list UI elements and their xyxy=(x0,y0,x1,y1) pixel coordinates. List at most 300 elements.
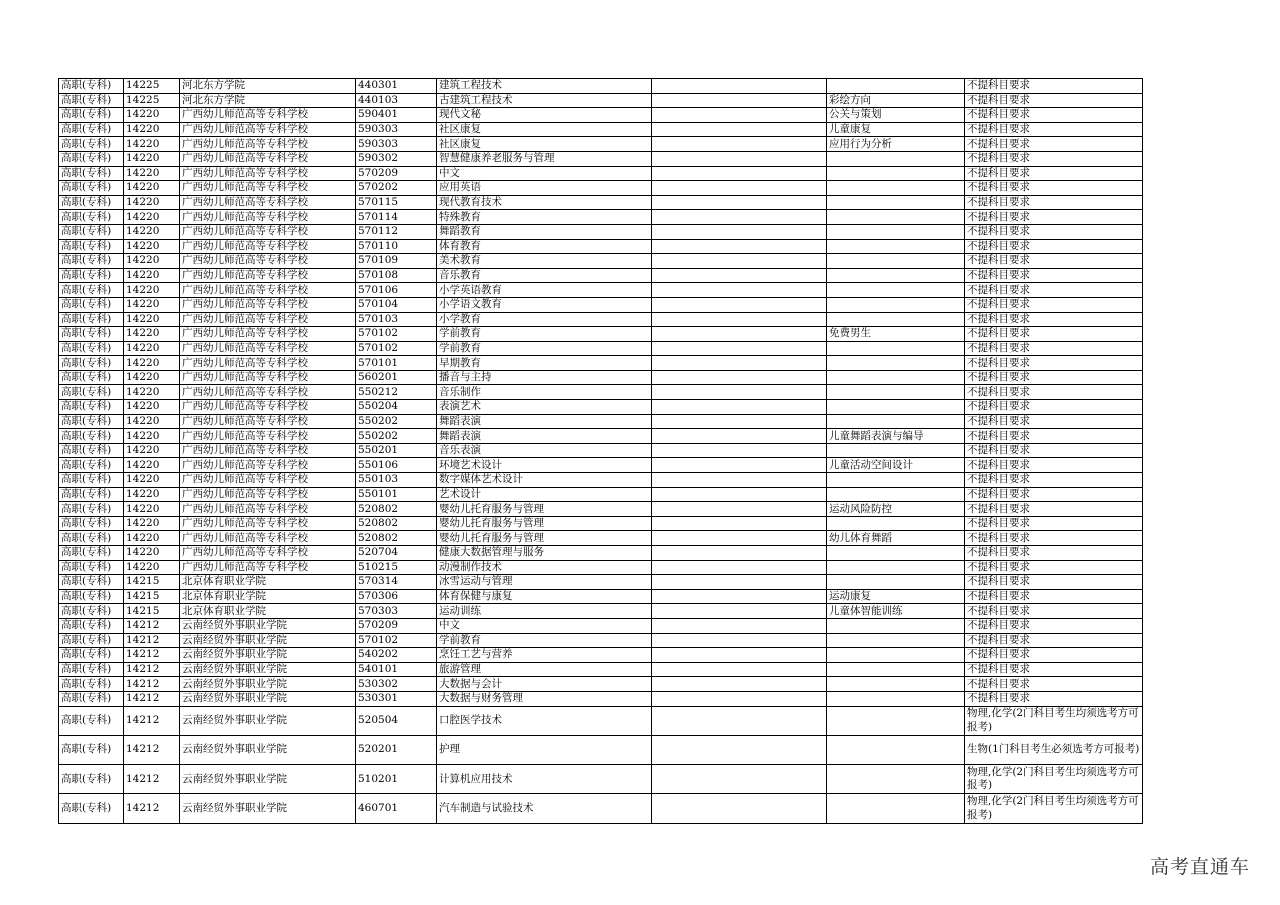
cell-empty xyxy=(652,546,827,561)
cell-school-name: 广西幼儿师范高等专科学校 xyxy=(180,531,356,546)
cell-school-code: 14215 xyxy=(124,604,180,619)
cell-empty xyxy=(652,356,827,371)
cell-direction xyxy=(827,195,965,210)
cell-direction xyxy=(827,224,965,239)
cell-school-code: 14220 xyxy=(124,487,180,502)
cell-requirement: 物理,化学(2门科目考生均须选考方可报考) xyxy=(965,706,1143,735)
cell-direction xyxy=(827,546,965,561)
cell-school-code: 14212 xyxy=(124,735,180,764)
cell-major-name: 数字媒体艺术设计 xyxy=(437,473,652,488)
cell-school-code: 14225 xyxy=(124,79,180,94)
cell-empty xyxy=(652,473,827,488)
table-row xyxy=(59,662,1143,677)
table-row xyxy=(59,166,1143,181)
cell-requirement: 不提科目要求 xyxy=(965,181,1143,196)
cell-empty xyxy=(652,151,827,166)
cell-empty xyxy=(652,400,827,415)
cell-level: 高职(专科) xyxy=(59,516,124,531)
table-row xyxy=(59,575,1143,590)
cell-major-code: 520802 xyxy=(356,502,437,517)
cell-school-name: 云南经贸外事职业学院 xyxy=(180,618,356,633)
table-row xyxy=(59,633,1143,648)
cell-school-code: 14212 xyxy=(124,648,180,663)
cell-empty xyxy=(652,589,827,604)
cell-level: 高职(专科) xyxy=(59,618,124,633)
table-row xyxy=(59,560,1143,575)
cell-major-name: 美术教育 xyxy=(437,254,652,269)
cell-major-code: 570306 xyxy=(356,589,437,604)
cell-major-code: 570102 xyxy=(356,327,437,342)
cell-major-code: 570112 xyxy=(356,224,437,239)
cell-level: 高职(专科) xyxy=(59,195,124,210)
cell-major-code: 570110 xyxy=(356,239,437,254)
cell-school-name: 广西幼儿师范高等专科学校 xyxy=(180,254,356,269)
cell-level: 高职(专科) xyxy=(59,297,124,312)
cell-school-code: 14220 xyxy=(124,560,180,575)
cell-direction xyxy=(827,618,965,633)
cell-level: 高职(专科) xyxy=(59,765,124,794)
cell-major-name: 汽车制造与试验技术 xyxy=(437,794,652,823)
cell-requirement: 不提科目要求 xyxy=(965,502,1143,517)
table-row xyxy=(59,122,1143,137)
cell-major-name: 早期教育 xyxy=(437,356,652,371)
cell-school-code: 14220 xyxy=(124,195,180,210)
cell-school-name: 广西幼儿师范高等专科学校 xyxy=(180,400,356,415)
cell-major-name: 播音与主持 xyxy=(437,370,652,385)
cell-level: 高职(专科) xyxy=(59,385,124,400)
cell-level: 高职(专科) xyxy=(59,283,124,298)
cell-level: 高职(专科) xyxy=(59,677,124,692)
table-row xyxy=(59,691,1143,706)
cell-school-name: 广西幼儿师范高等专科学校 xyxy=(180,268,356,283)
cell-major-name: 舞蹈教育 xyxy=(437,224,652,239)
cell-empty xyxy=(652,414,827,429)
cell-major-name: 舞蹈表演 xyxy=(437,429,652,444)
cell-school-name: 云南经贸外事职业学院 xyxy=(180,735,356,764)
cell-major-code: 590303 xyxy=(356,137,437,152)
cell-direction xyxy=(827,706,965,735)
cell-major-code: 550201 xyxy=(356,443,437,458)
cell-empty xyxy=(652,181,827,196)
cell-direction xyxy=(827,794,965,823)
cell-empty xyxy=(652,691,827,706)
table-row xyxy=(59,370,1143,385)
table-row xyxy=(59,414,1143,429)
table-row xyxy=(59,473,1143,488)
cell-empty xyxy=(652,735,827,764)
cell-level: 高职(专科) xyxy=(59,400,124,415)
cell-school-name: 广西幼儿师范高等专科学校 xyxy=(180,224,356,239)
cell-empty xyxy=(652,385,827,400)
cell-school-name: 广西幼儿师范高等专科学校 xyxy=(180,327,356,342)
cell-school-code: 14220 xyxy=(124,239,180,254)
cell-school-code: 14220 xyxy=(124,268,180,283)
cell-level: 高职(专科) xyxy=(59,93,124,108)
cell-empty xyxy=(652,195,827,210)
cell-school-code: 14220 xyxy=(124,429,180,444)
watermark: 高考直通车 xyxy=(1149,856,1250,878)
table-row xyxy=(59,151,1143,166)
cell-empty xyxy=(652,429,827,444)
cell-direction xyxy=(827,385,965,400)
table-row xyxy=(59,137,1143,152)
cell-empty xyxy=(652,283,827,298)
table-row xyxy=(59,79,1143,94)
cell-school-code: 14215 xyxy=(124,575,180,590)
cell-major-name: 学前教育 xyxy=(437,341,652,356)
table-row xyxy=(59,224,1143,239)
cell-major-name: 口腔医学技术 xyxy=(437,706,652,735)
cell-school-name: 广西幼儿师范高等专科学校 xyxy=(180,166,356,181)
cell-empty xyxy=(652,765,827,794)
cell-major-code: 460701 xyxy=(356,794,437,823)
cell-major-code: 510215 xyxy=(356,560,437,575)
cell-empty xyxy=(652,458,827,473)
cell-major-name: 动漫制作技术 xyxy=(437,560,652,575)
cell-school-name: 广西幼儿师范高等专科学校 xyxy=(180,181,356,196)
cell-school-code: 14220 xyxy=(124,210,180,225)
cell-level: 高职(专科) xyxy=(59,662,124,677)
cell-major-name: 运动训练 xyxy=(437,604,652,619)
cell-school-code: 14220 xyxy=(124,546,180,561)
table-row xyxy=(59,516,1143,531)
cell-direction xyxy=(827,210,965,225)
cell-empty xyxy=(652,297,827,312)
cell-direction xyxy=(827,254,965,269)
cell-level: 高职(专科) xyxy=(59,794,124,823)
cell-empty xyxy=(652,93,827,108)
cell-empty xyxy=(652,122,827,137)
cell-level: 高职(专科) xyxy=(59,735,124,764)
cell-major-code: 520802 xyxy=(356,531,437,546)
cell-school-name: 广西幼儿师范高等专科学校 xyxy=(180,443,356,458)
cell-direction xyxy=(827,414,965,429)
cell-level: 高职(专科) xyxy=(59,443,124,458)
cell-school-name: 广西幼儿师范高等专科学校 xyxy=(180,546,356,561)
cell-requirement: 不提科目要求 xyxy=(965,458,1143,473)
cell-school-code: 14220 xyxy=(124,502,180,517)
cell-major-name: 小学语文教育 xyxy=(437,297,652,312)
cell-requirement: 不提科目要求 xyxy=(965,239,1143,254)
cell-direction: 幼儿体育舞蹈 xyxy=(827,531,965,546)
cell-school-code: 14220 xyxy=(124,531,180,546)
cell-school-name: 广西幼儿师范高等专科学校 xyxy=(180,297,356,312)
cell-school-name: 广西幼儿师范高等专科学校 xyxy=(180,473,356,488)
cell-level: 高职(专科) xyxy=(59,502,124,517)
cell-level: 高职(专科) xyxy=(59,589,124,604)
cell-major-code: 540101 xyxy=(356,662,437,677)
table-row xyxy=(59,604,1143,619)
cell-requirement: 不提科目要求 xyxy=(965,268,1143,283)
cell-requirement: 不提科目要求 xyxy=(965,400,1143,415)
cell-direction xyxy=(827,297,965,312)
cell-requirement: 不提科目要求 xyxy=(965,385,1143,400)
cell-requirement: 不提科目要求 xyxy=(965,414,1143,429)
table-row xyxy=(59,297,1143,312)
table-row xyxy=(59,443,1143,458)
cell-school-code: 14220 xyxy=(124,137,180,152)
table-row xyxy=(59,93,1143,108)
cell-empty xyxy=(652,210,827,225)
cell-direction: 儿童康复 xyxy=(827,122,965,137)
cell-requirement: 不提科目要求 xyxy=(965,327,1143,342)
cell-empty xyxy=(652,79,827,94)
cell-direction xyxy=(827,268,965,283)
cell-school-code: 14220 xyxy=(124,181,180,196)
cell-school-code: 14212 xyxy=(124,662,180,677)
cell-level: 高职(专科) xyxy=(59,312,124,327)
cell-major-code: 550204 xyxy=(356,400,437,415)
cell-direction xyxy=(827,575,965,590)
cell-major-code: 440103 xyxy=(356,93,437,108)
cell-direction xyxy=(827,633,965,648)
cell-school-code: 14220 xyxy=(124,327,180,342)
cell-level: 高职(专科) xyxy=(59,370,124,385)
table-row xyxy=(59,341,1143,356)
cell-major-code: 570101 xyxy=(356,356,437,371)
cell-major-code: 590401 xyxy=(356,108,437,123)
cell-major-name: 旅游管理 xyxy=(437,662,652,677)
cell-direction xyxy=(827,443,965,458)
cell-level: 高职(专科) xyxy=(59,151,124,166)
table-row xyxy=(59,618,1143,633)
cell-major-code: 570209 xyxy=(356,166,437,181)
cell-direction xyxy=(827,151,965,166)
cell-requirement: 不提科目要求 xyxy=(965,633,1143,648)
cell-direction: 儿童活动空间设计 xyxy=(827,458,965,473)
cell-school-code: 14220 xyxy=(124,516,180,531)
cell-major-code: 570102 xyxy=(356,341,437,356)
cell-school-code: 14220 xyxy=(124,108,180,123)
cell-major-name: 学前教育 xyxy=(437,633,652,648)
cell-requirement: 不提科目要求 xyxy=(965,195,1143,210)
cell-major-code: 550212 xyxy=(356,385,437,400)
cell-major-code: 530301 xyxy=(356,691,437,706)
cell-empty xyxy=(652,575,827,590)
cell-direction xyxy=(827,560,965,575)
cell-school-name: 云南经贸外事职业学院 xyxy=(180,691,356,706)
table-row xyxy=(59,385,1143,400)
cell-direction: 免费男生 xyxy=(827,327,965,342)
cell-requirement: 物理,化学(2门科目考生均须选考方可报考) xyxy=(965,765,1143,794)
table-row xyxy=(59,458,1143,473)
cell-school-code: 14212 xyxy=(124,706,180,735)
cell-empty xyxy=(652,706,827,735)
cell-empty xyxy=(652,443,827,458)
cell-major-code: 550202 xyxy=(356,414,437,429)
cell-school-code: 14220 xyxy=(124,341,180,356)
cell-major-name: 音乐制作 xyxy=(437,385,652,400)
cell-major-name: 现代文秘 xyxy=(437,108,652,123)
cell-empty xyxy=(652,618,827,633)
cell-requirement: 不提科目要求 xyxy=(965,516,1143,531)
cell-major-name: 健康大数据管理与服务 xyxy=(437,546,652,561)
cell-school-name: 云南经贸外事职业学院 xyxy=(180,765,356,794)
cell-school-name: 云南经贸外事职业学院 xyxy=(180,662,356,677)
cell-requirement: 不提科目要求 xyxy=(965,546,1143,561)
table-row xyxy=(59,487,1143,502)
cell-school-code: 14212 xyxy=(124,677,180,692)
cell-empty xyxy=(652,239,827,254)
cell-level: 高职(专科) xyxy=(59,560,124,575)
cell-major-code: 570114 xyxy=(356,210,437,225)
cell-major-name: 舞蹈表演 xyxy=(437,414,652,429)
cell-direction xyxy=(827,735,965,764)
cell-empty xyxy=(652,560,827,575)
cell-major-name: 应用英语 xyxy=(437,181,652,196)
cell-school-name: 广西幼儿师范高等专科学校 xyxy=(180,341,356,356)
cell-school-name: 广西幼儿师范高等专科学校 xyxy=(180,137,356,152)
cell-school-name: 广西幼儿师范高等专科学校 xyxy=(180,502,356,517)
cell-direction: 儿童舞蹈表演与编导 xyxy=(827,429,965,444)
cell-major-name: 婴幼儿托育服务与管理 xyxy=(437,531,652,546)
cell-empty xyxy=(652,794,827,823)
cell-requirement: 不提科目要求 xyxy=(965,473,1143,488)
cell-direction xyxy=(827,341,965,356)
cell-school-code: 14220 xyxy=(124,473,180,488)
cell-school-name: 云南经贸外事职业学院 xyxy=(180,648,356,663)
cell-major-code: 550106 xyxy=(356,458,437,473)
cell-direction xyxy=(827,400,965,415)
table-body xyxy=(59,79,1143,824)
cell-school-code: 14220 xyxy=(124,385,180,400)
cell-direction xyxy=(827,166,965,181)
cell-school-name: 广西幼儿师范高等专科学校 xyxy=(180,356,356,371)
table-row xyxy=(59,677,1143,692)
cell-major-code: 550101 xyxy=(356,487,437,502)
cell-empty xyxy=(652,254,827,269)
table-row xyxy=(59,706,1143,735)
table-row xyxy=(59,765,1143,794)
table-row xyxy=(59,400,1143,415)
cell-school-name: 广西幼儿师范高等专科学校 xyxy=(180,385,356,400)
table-row xyxy=(59,648,1143,663)
cell-school-code: 14212 xyxy=(124,794,180,823)
cell-major-code: 520201 xyxy=(356,735,437,764)
cell-major-name: 中文 xyxy=(437,166,652,181)
cell-requirement: 不提科目要求 xyxy=(965,122,1143,137)
cell-major-name: 婴幼儿托育服务与管理 xyxy=(437,516,652,531)
cell-level: 高职(专科) xyxy=(59,254,124,269)
cell-empty xyxy=(652,487,827,502)
cell-level: 高职(专科) xyxy=(59,546,124,561)
cell-direction xyxy=(827,677,965,692)
cell-school-code: 14220 xyxy=(124,283,180,298)
cell-major-name: 婴幼儿托育服务与管理 xyxy=(437,502,652,517)
table-row xyxy=(59,327,1143,342)
cell-major-code: 570314 xyxy=(356,575,437,590)
cell-major-name: 学前教育 xyxy=(437,327,652,342)
cell-major-name: 建筑工程技术 xyxy=(437,79,652,94)
cell-major-name: 古建筑工程技术 xyxy=(437,93,652,108)
cell-school-name: 广西幼儿师范高等专科学校 xyxy=(180,458,356,473)
cell-level: 高职(专科) xyxy=(59,166,124,181)
cell-school-name: 广西幼儿师范高等专科学校 xyxy=(180,429,356,444)
cell-school-name: 广西幼儿师范高等专科学校 xyxy=(180,210,356,225)
cell-requirement: 不提科目要求 xyxy=(965,166,1143,181)
cell-empty xyxy=(652,312,827,327)
cell-school-name: 广西幼儿师范高等专科学校 xyxy=(180,122,356,137)
cell-empty xyxy=(652,224,827,239)
cell-major-name: 社区康复 xyxy=(437,137,652,152)
cell-major-code: 520802 xyxy=(356,516,437,531)
cell-school-name: 广西幼儿师范高等专科学校 xyxy=(180,108,356,123)
cell-empty xyxy=(652,502,827,517)
cell-level: 高职(专科) xyxy=(59,414,124,429)
cell-school-code: 14220 xyxy=(124,224,180,239)
cell-requirement: 不提科目要求 xyxy=(965,429,1143,444)
cell-direction: 彩绘方向 xyxy=(827,93,965,108)
table-row xyxy=(59,735,1143,764)
cell-school-code: 14220 xyxy=(124,370,180,385)
cell-requirement: 不提科目要求 xyxy=(965,531,1143,546)
cell-level: 高职(专科) xyxy=(59,108,124,123)
cell-level: 高职(专科) xyxy=(59,341,124,356)
cell-school-name: 云南经贸外事职业学院 xyxy=(180,633,356,648)
cell-school-code: 14220 xyxy=(124,297,180,312)
cell-level: 高职(专科) xyxy=(59,268,124,283)
cell-level: 高职(专科) xyxy=(59,210,124,225)
cell-direction: 运动康复 xyxy=(827,589,965,604)
enrollment-table xyxy=(58,78,1143,824)
cell-direction xyxy=(827,691,965,706)
cell-empty xyxy=(652,677,827,692)
cell-empty xyxy=(652,648,827,663)
cell-major-name: 音乐教育 xyxy=(437,268,652,283)
cell-school-code: 14220 xyxy=(124,254,180,269)
cell-requirement: 不提科目要求 xyxy=(965,341,1143,356)
cell-school-name: 广西幼儿师范高等专科学校 xyxy=(180,195,356,210)
cell-requirement: 不提科目要求 xyxy=(965,79,1143,94)
table-row xyxy=(59,195,1143,210)
cell-school-code: 14212 xyxy=(124,618,180,633)
cell-direction xyxy=(827,181,965,196)
cell-major-code: 550103 xyxy=(356,473,437,488)
cell-direction xyxy=(827,312,965,327)
cell-level: 高职(专科) xyxy=(59,691,124,706)
cell-empty xyxy=(652,662,827,677)
cell-requirement: 不提科目要求 xyxy=(965,297,1143,312)
cell-school-code: 14220 xyxy=(124,356,180,371)
cell-direction xyxy=(827,356,965,371)
table-row xyxy=(59,283,1143,298)
cell-major-code: 550202 xyxy=(356,429,437,444)
cell-major-code: 590302 xyxy=(356,151,437,166)
cell-major-code: 520504 xyxy=(356,706,437,735)
table-row xyxy=(59,429,1143,444)
cell-level: 高职(专科) xyxy=(59,473,124,488)
cell-school-code: 14212 xyxy=(124,765,180,794)
cell-school-name: 云南经贸外事职业学院 xyxy=(180,794,356,823)
cell-major-code: 570102 xyxy=(356,633,437,648)
cell-school-name: 北京体育职业学院 xyxy=(180,575,356,590)
cell-requirement: 不提科目要求 xyxy=(965,312,1143,327)
cell-major-code: 510201 xyxy=(356,765,437,794)
cell-empty xyxy=(652,166,827,181)
cell-school-name: 北京体育职业学院 xyxy=(180,604,356,619)
cell-level: 高职(专科) xyxy=(59,137,124,152)
cell-level: 高职(专科) xyxy=(59,458,124,473)
cell-direction xyxy=(827,765,965,794)
cell-direction xyxy=(827,516,965,531)
cell-major-code: 570115 xyxy=(356,195,437,210)
cell-requirement: 不提科目要求 xyxy=(965,618,1143,633)
table-row xyxy=(59,312,1143,327)
cell-level: 高职(专科) xyxy=(59,224,124,239)
cell-school-name: 广西幼儿师范高等专科学校 xyxy=(180,414,356,429)
cell-requirement: 不提科目要求 xyxy=(965,356,1143,371)
table-row xyxy=(59,531,1143,546)
